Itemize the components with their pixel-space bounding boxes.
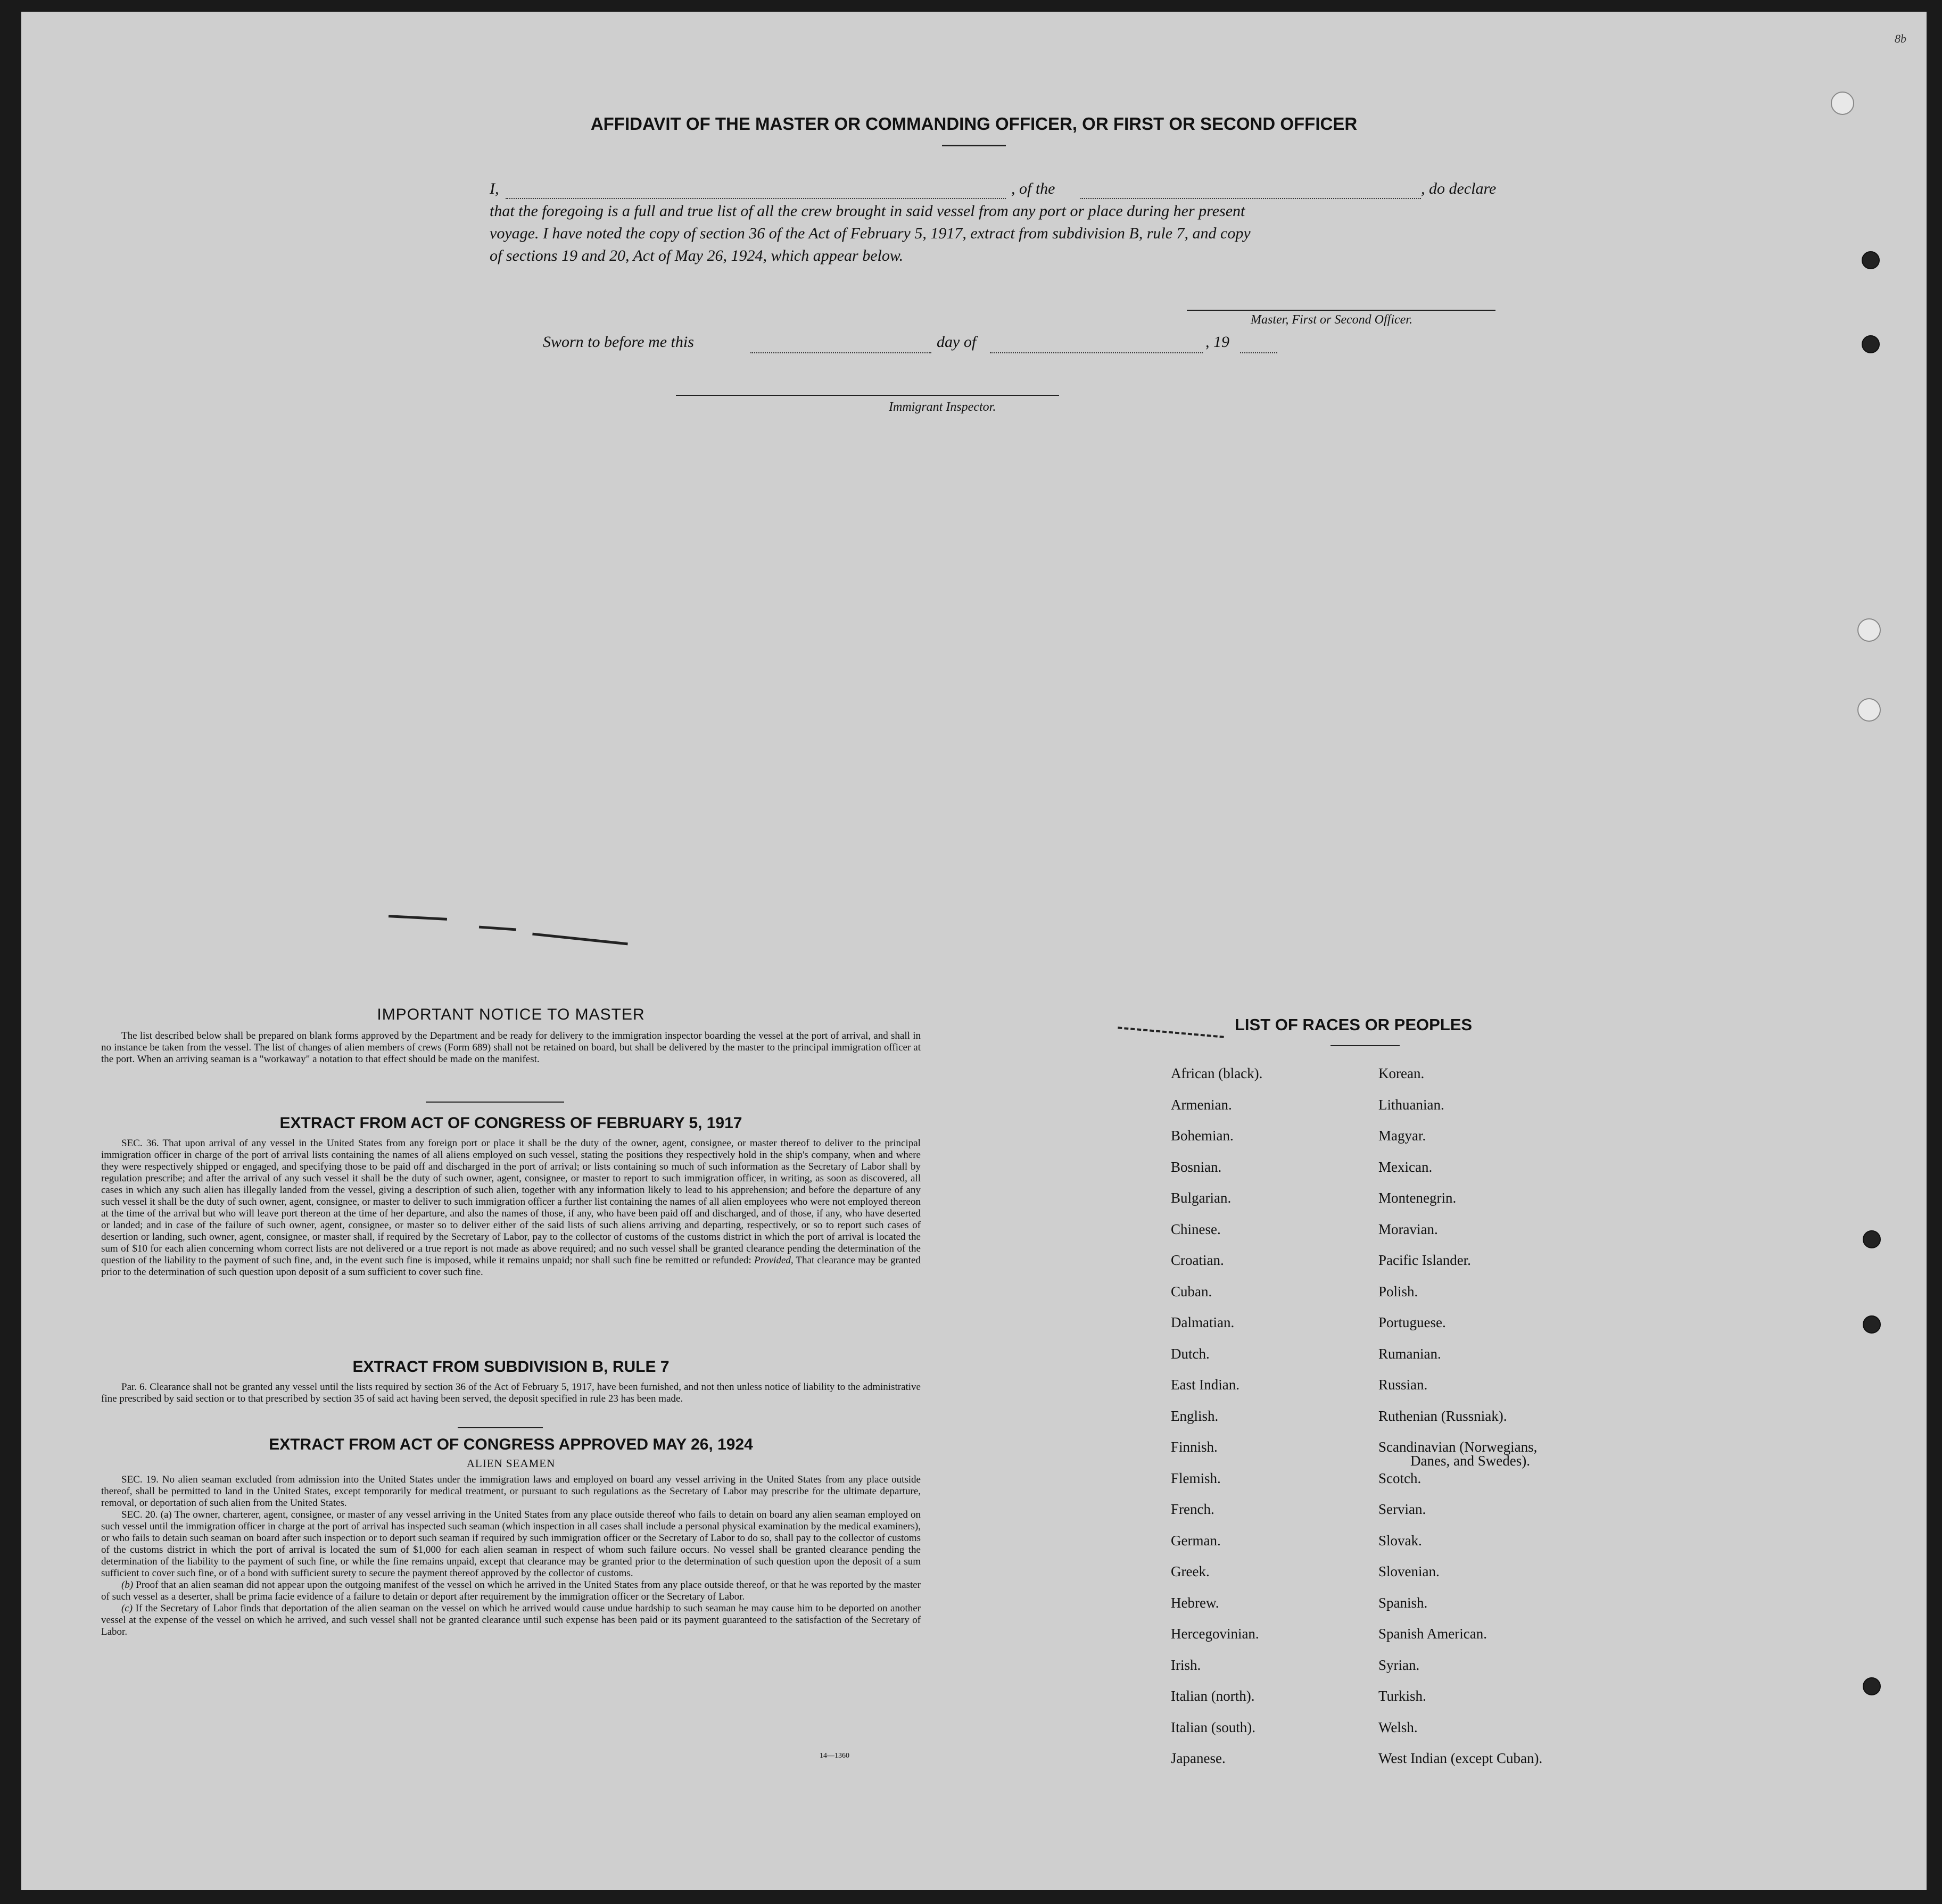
race-item: Pacific Islander. (1378, 1252, 1471, 1268)
extract-1924-body: SEC. 19. No alien seaman excluded from admission into the United States under the immigration laws and employed on board any vessel arriving in the United States from any place outside thereof, shall be permitted to land in the United States, except temporarily for medical treatment, or pursuant to such regulations as the Secretary of Labor may prescribe for the ultimate departure, removal, or deportation of such alien from the United States. SEC. 20. (a) The owner, charterer, agent, consignee, or master of any vessel arriving in the United States from any place outside thereof who fails to detain on board any alien seaman employed on such vessel until the immigration officer in charge at the port of arrival has inspected such seaman (which inspection in all cases shall include a personal physical examination by the medical examiners), or who fails to detain such seaman on board after such inspection or to deport such seaman if required by such immigration officer or the Secretary of Labor to do so, shall pay to the collector of customs of the customs district in which the port of arrival is located the sum of $1,000 for each alien seaman in respect of whom such failure occurs. No vessel shall be granted clearance pending the determination of the liability to the payment of such fine, or while the fine remains unpaid, except that clearance may be granted prior to the determination of such question upon the deposit of a sum sufficient to cover such fine, or of a bond with sufficient surety to secure the payment thereof approved by the collector of customs. (b) Proof that an alien seaman did not appear upon the outgoing manifest of the vessel on which he arrived in the United States from any place outside thereof, or that he was reported by the master of such vessel as a deserter, shall be prima facie evidence of a failure to detain or deport after requirement by the immigration officer or the Secretary of Labor. (c) If the Secretary of Labor finds that deportation of the alien seaman on the vessel on which he arrived would cause undue hardship to such seaman he may cause him to be deported on another vessel at the expense of the vessel on which he arrived, and such vessel shall not be granted clearance until such expense has been paid or its payment guaranteed to the satisfaction of the Secretary of Labor. (101, 1474, 921, 1637)
race-item: Spanish American. (1378, 1626, 1487, 1642)
race-item: Japanese. (1171, 1750, 1226, 1766)
race-item: Spanish. (1378, 1594, 1428, 1611)
race-item: Chinese. (1171, 1221, 1221, 1237)
race-item: Bulgarian. (1171, 1190, 1232, 1206)
race-item: Montenegrin. (1378, 1190, 1457, 1206)
race-item: West Indian (except Cuban). (1378, 1750, 1543, 1766)
name-field[interactable] (506, 198, 1006, 199)
race-item: Portuguese. (1378, 1314, 1446, 1330)
races-title: LIST OF RACES OR PEOPLES (1235, 1015, 1473, 1034)
race-item-continuation: Danes, and Swedes). (1410, 1453, 1530, 1469)
race-item: Irish. (1171, 1657, 1201, 1673)
race-item: French. (1171, 1501, 1214, 1517)
race-item: Ruthenian (Russniak). (1378, 1408, 1507, 1424)
race-item: Turkish. (1378, 1688, 1426, 1704)
race-item: Mexican. (1378, 1158, 1433, 1175)
master-signature-line[interactable] (1187, 310, 1495, 311)
race-item: Syrian. (1378, 1657, 1420, 1673)
affidavit-of-the: , of the (1011, 180, 1055, 197)
divider (426, 1102, 564, 1103)
race-item: Hebrew. (1171, 1594, 1219, 1611)
race-item: Dalmatian. (1171, 1314, 1235, 1330)
affidavit-line3: voyage. I have noted the copy of section 36 of the Act of February 5, 1917, extract from subdivision B, rule 7, and copy (490, 225, 1251, 242)
race-item: Moravian. (1378, 1221, 1438, 1237)
form-sheet (21, 12, 1927, 1890)
affidavit-i: I, (490, 180, 499, 197)
rule-7-body: Par. 6. Clearance shall not be granted any vessel until the lists required by section 36 of the Act of February 5, 1917, have been furnished, and not then unless notice of liability to the administrative fine prescribed by said section or to that prescribed by section 35 of said act having been served, the deposit specified in rule 23 has been made. (101, 1381, 921, 1404)
vessel-field[interactable] (1080, 198, 1421, 199)
extract-1917-body: SEC. 36. That upon arrival of any vessel in the United States from any foreign port or place it shall be the duty of the owner, agent, consignee, or master thereof to deliver to the principal immigration officer in charge of the port of arrival lists containing the names of all aliens employed on such vessel, stating the positions they respectively hold in the ship's company, when and where they were respectively shipped or engaged, and specifying those to be paid off and discharged in the port of arrival; or lists containing so much of such information as the Secretary of Labor shall by regulation prescribe; and after the arrival of any such vessel it shall be the duty of such owner, agent, consignee, or master to report to such immigration officer, in writing, as soon as discovered, all cases in which any such alien has illegally landed from the vessel, giving a description of such alien, together with any information likely to lead to his apprehension; and before the departure of any such vessel it shall be the duty of such owner, agent, consignee, or master to deliver to such immigration officer a further list containing the names of all alien employees who were not employed thereon at the time of the arrival but who will leave port thereon at the time of her departure, and also the names of those, if any, who have been paid off and discharged, and of those, if any, who have deserted or landed; and in case of the failure of such owner, agent, consignee, or master so to deliver either of the said lists of such aliens arriving and departing, respectively, or so to report such cases of desertion or landing, such owner, agent, consignee, or master shall, if required by the Secretary of Labor, pay to the collector of customs of the customs district in which the port of arrival is located the sum of $10 for each alien concerning whom correct lists are not delivered or a true report is not made as above required; and no such vessel shall be granted clearance pending the determination of the question of the liability to the payment of such fine, and, in the event such fine is imposed, while it remains unpaid; nor shall such fine be remitted or refunded: Provided, That clearance may be granted prior to the determination of such question upon deposit of a sum sufficient to cover such fine. (101, 1138, 921, 1278)
binder-hole (1863, 1315, 1881, 1334)
race-item: Hercegovinian. (1171, 1626, 1259, 1642)
race-item: German. (1171, 1532, 1221, 1549)
master-signature-caption: Master, First or Second Officer. (1251, 313, 1412, 327)
race-item: Armenian. (1171, 1096, 1232, 1113)
race-item: Bohemian. (1171, 1128, 1234, 1144)
race-item: Servian. (1378, 1501, 1426, 1517)
affidavit-line4: of sections 19 and 20, Act of May 26, 1924, which appear below. (490, 247, 904, 264)
notice-title: IMPORTANT NOTICE TO MASTER (377, 1006, 645, 1023)
race-item: Italian (north). (1171, 1688, 1255, 1704)
sworn-year: , 19 (1205, 333, 1229, 351)
pen-stroke (532, 933, 628, 946)
affidavit-do-declare: , do declare (1421, 180, 1497, 197)
pen-stroke (479, 926, 516, 931)
race-item: Rumanian. (1378, 1345, 1441, 1362)
race-item: Greek. (1171, 1563, 1210, 1579)
divider (458, 1427, 543, 1428)
race-item: East Indian. (1171, 1377, 1239, 1393)
pen-stroke (389, 915, 447, 921)
race-item: Bosnian. (1171, 1158, 1222, 1175)
race-item: Cuban. (1171, 1283, 1212, 1299)
race-item: Scandinavian (Norwegians, (1378, 1439, 1538, 1455)
binder-hole (1831, 92, 1854, 115)
race-item: Russian. (1378, 1377, 1428, 1393)
divider (942, 145, 1006, 146)
race-item: Slovak. (1378, 1532, 1422, 1549)
race-item: Slovenian. (1378, 1563, 1440, 1579)
binder-hole (1863, 1677, 1881, 1695)
race-item: Magyar. (1378, 1128, 1426, 1144)
form-number: 14—1360 (820, 1752, 849, 1760)
extract-1917-title: EXTRACT FROM ACT OF CONGRESS OF FEBRUARY 5, 1917 (279, 1114, 742, 1132)
race-item: Korean. (1378, 1065, 1425, 1081)
binder-hole (1857, 698, 1881, 722)
binder-hole (1857, 618, 1881, 642)
race-item: African (black). (1171, 1065, 1263, 1081)
pen-stroke (1118, 1026, 1224, 1038)
race-item: Scotch. (1378, 1470, 1422, 1486)
race-item: Welsh. (1378, 1719, 1418, 1735)
race-item: Italian (south). (1171, 1719, 1255, 1735)
page-number: 8b (1895, 32, 1906, 45)
affidavit-line2: that the foregoing is a full and true list of all the crew brought in said vessel from any port or place during her present (490, 202, 1245, 220)
race-item: Dutch. (1171, 1345, 1210, 1362)
affidavit-title: AFFIDAVIT OF THE MASTER OR COMMANDING OFFICER, OR FIRST OR SECOND OFFICER (590, 114, 1358, 134)
race-item: Lithuanian. (1378, 1096, 1444, 1113)
binder-hole (1862, 335, 1880, 353)
divider (1331, 1045, 1400, 1046)
race-item: Polish. (1378, 1283, 1418, 1299)
sworn-prefix: Sworn to before me this (543, 333, 694, 351)
extract-1924-subtitle: ALIEN SEAMEN (466, 1457, 556, 1470)
notice-body: The list described below shall be prepared on blank forms approved by the Department and be ready for delivery to the immigration inspector boarding the vessel at the port of arrival, and shall in no instance be taken from the vessel. The list of changes of alien members of crews (Form 689) shall not be retained on board, but shall be delivered by the master to the principal immigration officer at the port. When an arriving seaman is a "workaway" a notation to that effect should be made on the manifest. (101, 1030, 921, 1065)
rule-7-title: EXTRACT FROM SUBDIVISION B, RULE 7 (352, 1358, 670, 1376)
race-item: Croatian. (1171, 1252, 1224, 1268)
inspector-signature-line[interactable] (676, 395, 1059, 396)
extract-1924-title: EXTRACT FROM ACT OF CONGRESS APPROVED MAY 26, 1924 (269, 1436, 753, 1453)
race-item: Finnish. (1171, 1439, 1218, 1455)
binder-hole (1862, 251, 1880, 269)
race-item: English. (1171, 1408, 1219, 1424)
sworn-day-field[interactable] (750, 352, 931, 353)
sworn-day-of: day of (937, 333, 977, 351)
sworn-month-field[interactable] (990, 352, 1203, 353)
binder-hole (1863, 1230, 1881, 1248)
inspector-caption: Immigrant Inspector. (889, 400, 996, 414)
race-item: Flemish. (1171, 1470, 1221, 1486)
sworn-year-field[interactable] (1240, 352, 1277, 353)
